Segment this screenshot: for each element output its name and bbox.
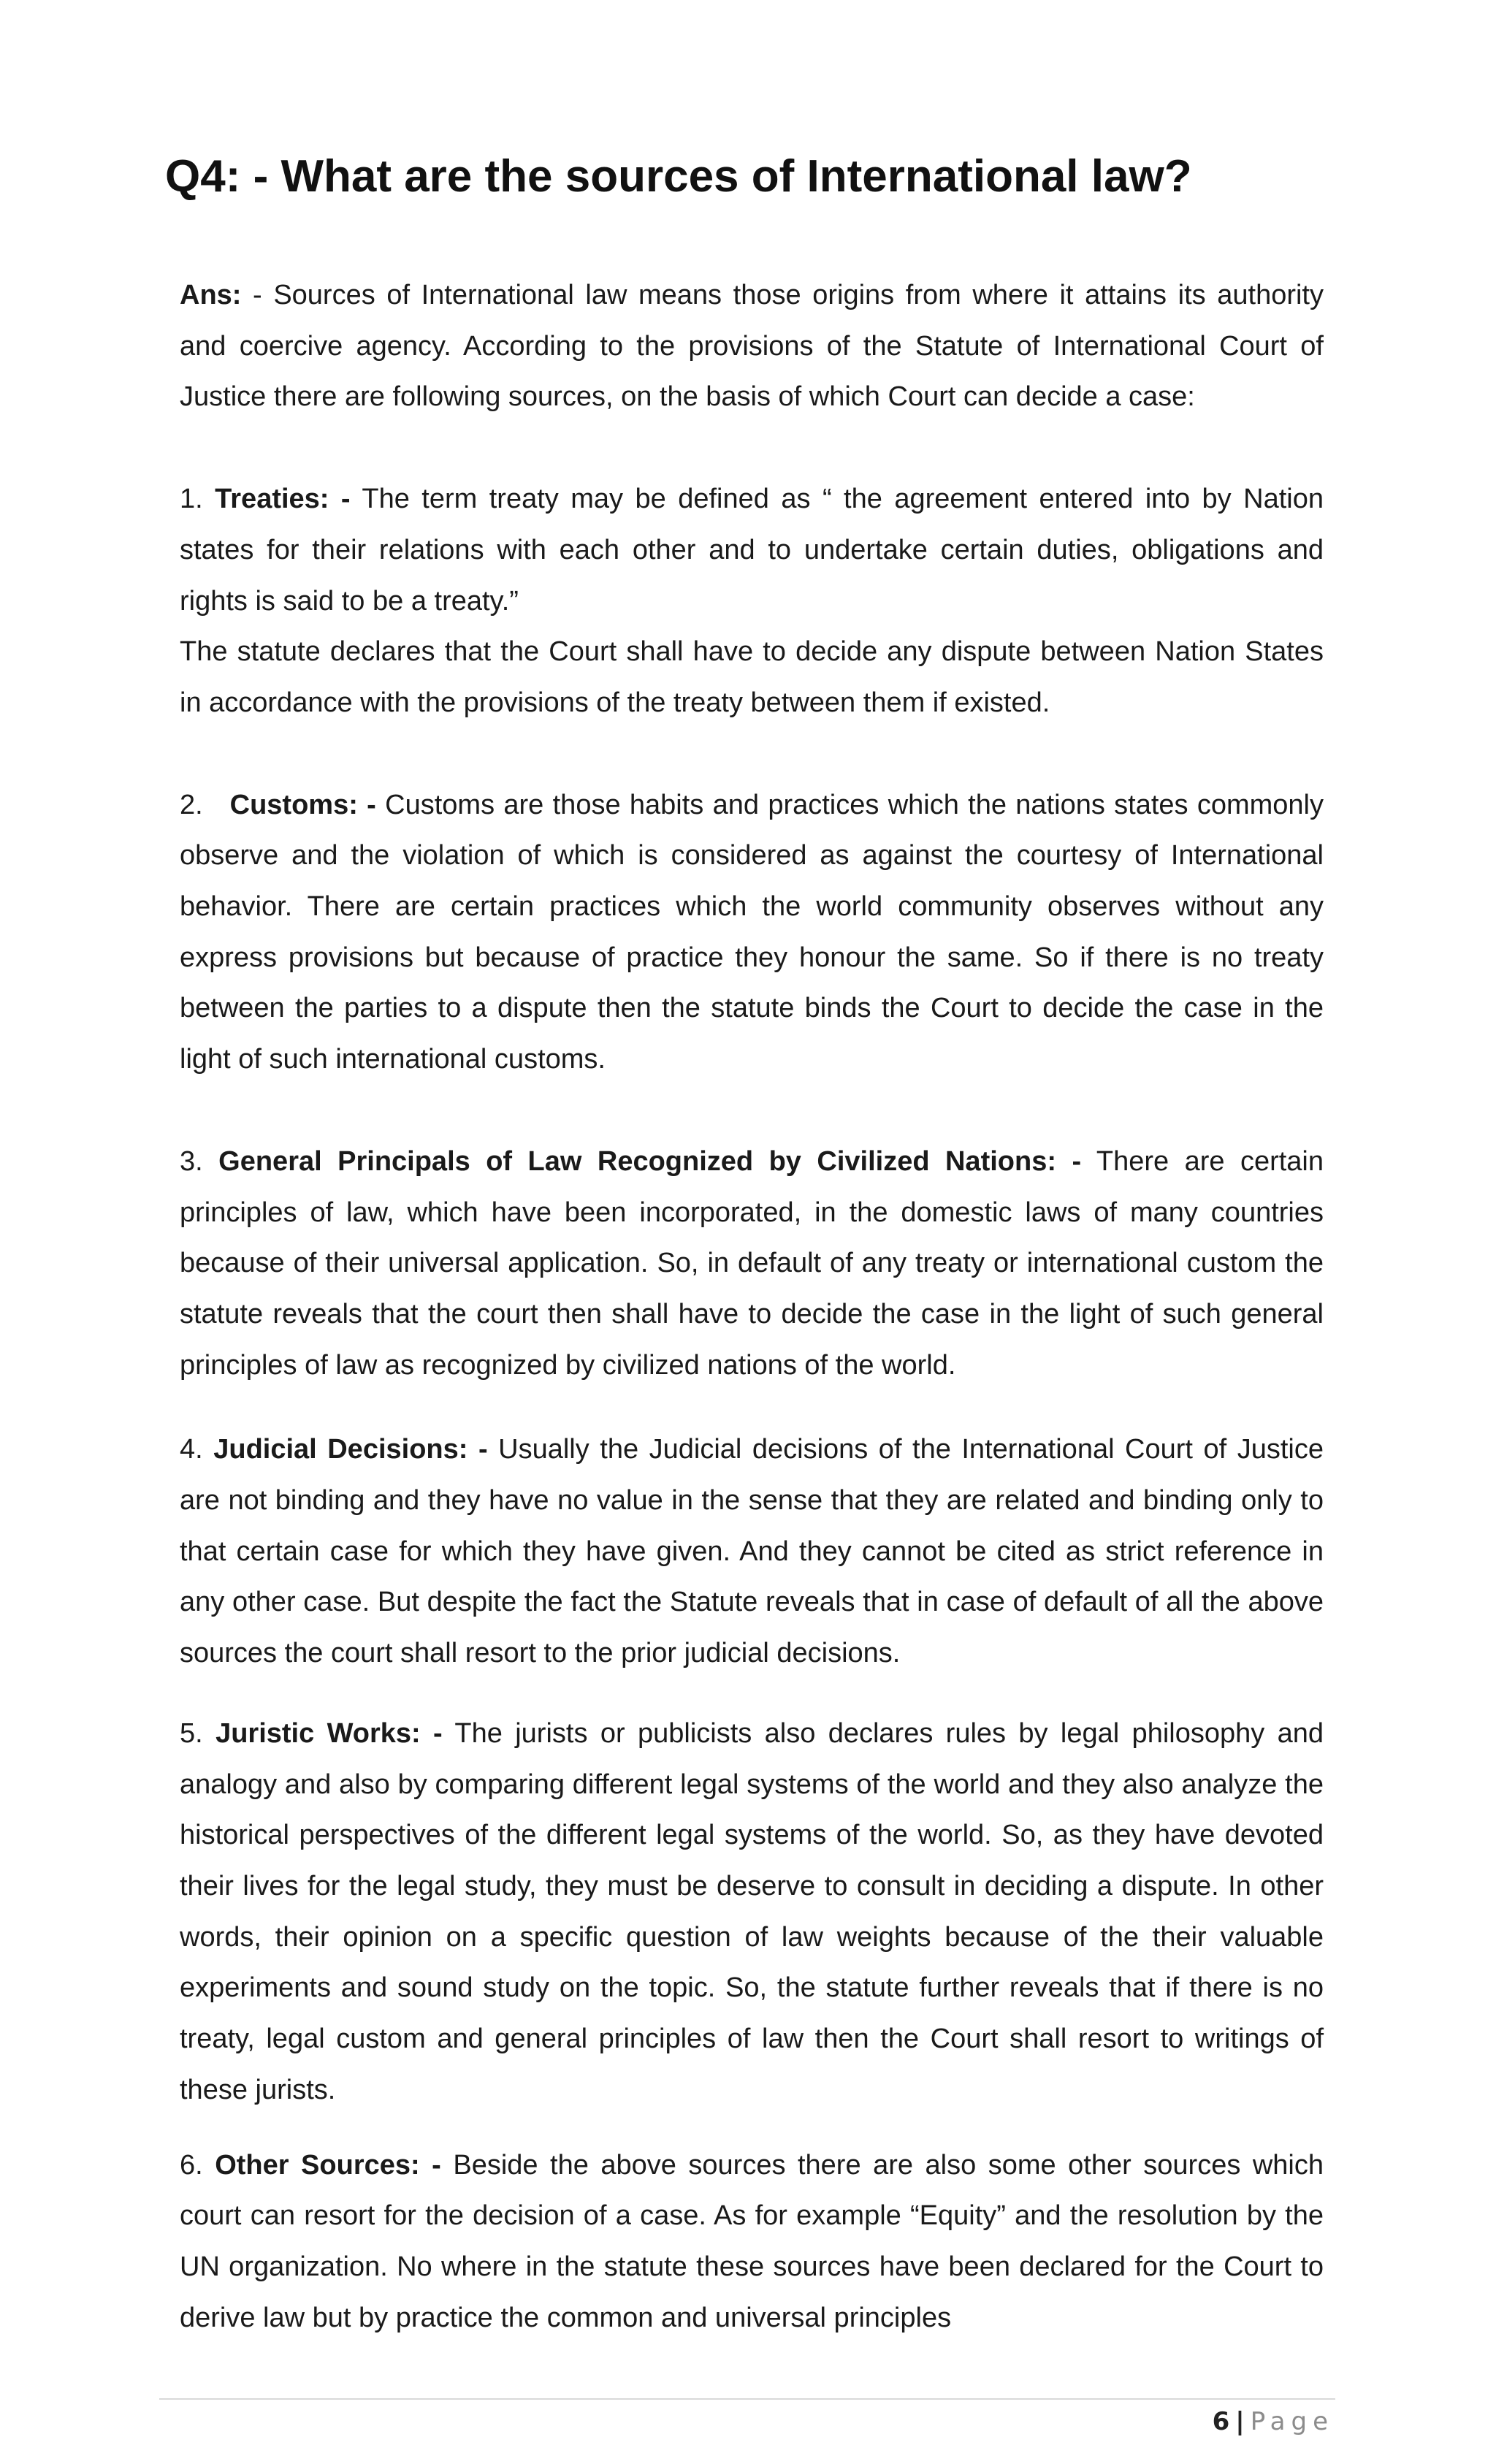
source-text: The jurists or publicists also declares rules by legal philosophy and analogy and also by comparing different legal systems of the world and they also analyze the historical perspectives of the different legal systems of the world. So, as they have devoted their lives for the legal study, they must be deserve to consult in deciding a dispute. In other words, their opinion on a specific question of law weights because of the their valuable experiments and sound study on the topic. So, the statute further reveals that if there is no treaty, legal custom and general principles of law then the Court shall resort to writings of these jurists. bbox=[180, 1717, 1324, 2105]
footer-separator: | bbox=[1235, 2407, 1245, 2436]
document-body bbox=[180, 270, 1324, 2343]
source-text: There are certain principles of law, which have been incorporated, in the domestic laws of many countries because of their universal application. So, in default of any treaty or international custom the statute reveals that the court then shall have to decide the case in the light of such general principles of law as recognized by civilized nations of the world. bbox=[180, 1145, 1324, 1381]
answer-text: - Sources of International law means those origins from where it attains its authority and coercive agency. According to the provisions of the Statute of International Court of Justice there are following sources, on the basis of which Court can decide a case: bbox=[180, 280, 1324, 413]
source-number: 4. bbox=[180, 1434, 214, 1465]
answer-paragraph bbox=[180, 270, 1324, 423]
source-text: Beside the above sources there are also some other sources which court can resort for the decision of a case. As for example “Equity” and the resolution by the UN organization. No where in the statute these sources have been declared for the Court to derive law but by practice the common and universal principles bbox=[180, 2149, 1324, 2333]
footer-divider bbox=[159, 2398, 1335, 2400]
page-label: Page bbox=[1250, 2407, 1334, 2436]
source-juristic-works bbox=[180, 1709, 1324, 2116]
source-text: The term treaty may be defined as “ the agreement entered into by Nation states for their relations with each other and to undertake certain duties, obligations and rights is said to be a treaty.” bbox=[180, 484, 1324, 617]
source-number: 3. bbox=[180, 1145, 219, 1177]
source-other-sources bbox=[180, 2140, 1324, 2344]
source-text: Customs are those habits and practices which the nations states commonly observe and the violation of which is considered as against the courtesy of International behavior. There are certain practices which the world community observes without any express provisions but because of practice they honour the same. So if there is no treaty between the parties to a dispute then the statute binds the Court to decide the case in the light of such international customs. bbox=[180, 789, 1324, 1075]
page-number: 6 bbox=[1212, 2407, 1230, 2436]
source-heading: General Principals of Law Recognized by Civilized Nations: - bbox=[218, 1145, 1082, 1177]
source-heading: Customs: - bbox=[229, 789, 376, 820]
page-footer bbox=[1213, 2407, 1334, 2437]
page-title: Q4: - What are the sources of International law? bbox=[165, 151, 1192, 202]
source-heading: Judicial Decisions: - bbox=[213, 1434, 488, 1465]
source-judicial-decisions bbox=[180, 1424, 1324, 1679]
source-number: 6. bbox=[180, 2149, 215, 2181]
answer-label: Ans: bbox=[180, 280, 242, 310]
source-text: Usually the Judicial decisions of the International Court of Justice are not binding and they have no value in the sense that they are related and binding only to that certain case for which they have given. And they cannot be cited as strict reference in any other case. But despite the fact the Statute reveals that in case of default of all the above sources the court shall resort to the prior judicial decisions. bbox=[180, 1434, 1324, 1669]
source-general-principals bbox=[180, 1137, 1324, 1392]
source-heading: Treaties: - bbox=[215, 484, 351, 515]
source-number: 5. bbox=[180, 1717, 216, 1749]
source-treaties-extra: The statute declares that the Court shall have to decide any dispute between Nation States in accordance with the provisions of the treaty between them if existed. bbox=[180, 636, 1324, 718]
source-heading: Other Sources: - bbox=[215, 2149, 441, 2181]
source-number: 2. bbox=[180, 789, 230, 820]
source-treaties bbox=[180, 474, 1324, 627]
source-number: 1. bbox=[180, 484, 215, 515]
source-customs bbox=[180, 780, 1324, 1086]
source-heading: Juristic Works: - bbox=[215, 1717, 443, 1749]
